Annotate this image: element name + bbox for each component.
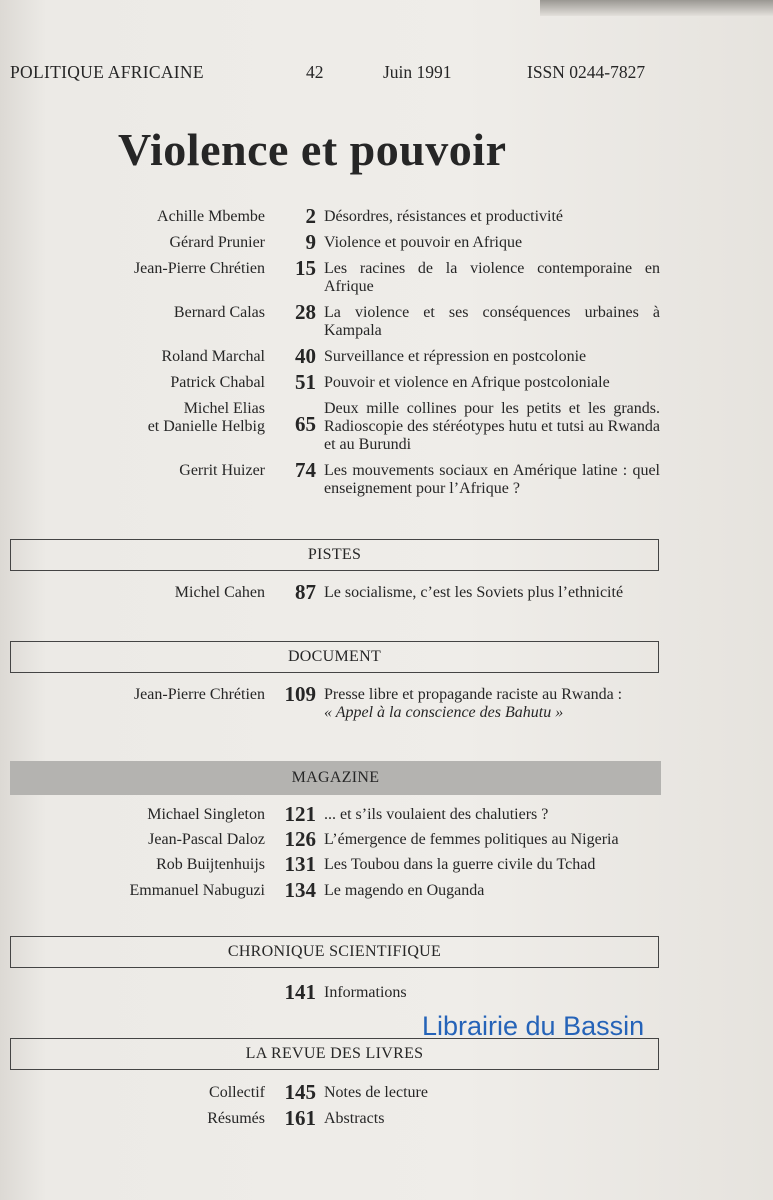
toc-page-number: 2 xyxy=(305,204,316,228)
toc-author: Gérard Prunier xyxy=(169,234,265,251)
toc-author: Michael Singleton xyxy=(147,806,265,823)
toc-title: Les Toubou dans la guerre civile du Tchad xyxy=(324,856,596,873)
toc-author-line1: Michel Elias xyxy=(183,400,265,417)
toc-page-number: 161 xyxy=(284,1106,316,1130)
section-header-chronique: CHRONIQUE SCIENTIFIQUE xyxy=(10,936,659,968)
toc-page-number: 141 xyxy=(284,980,316,1004)
toc-title: Violence et pouvoir en Afrique xyxy=(324,234,523,251)
journal-header xyxy=(10,62,670,88)
toc-page-number: 15 xyxy=(295,256,316,280)
issue-title: Violence et pouvoir xyxy=(118,124,507,175)
toc-title xyxy=(324,686,622,722)
issue-date: Juin 1991 xyxy=(383,62,452,82)
toc-author: Roland Marchal xyxy=(161,348,265,365)
toc-author: Emmanuel Nabuguzi xyxy=(129,882,265,899)
toc-author-line2: et Danielle Helbig xyxy=(147,418,265,435)
toc-title: Deux mille collines pour les petits et les grands. Radioscopie des stéréotypes hutu et tutsi au Rwanda et au Burundi xyxy=(324,400,660,453)
toc-title: Désordres, résistances et productivité xyxy=(324,208,564,225)
toc-author: Résumés xyxy=(207,1110,265,1127)
toc-page-number: 134 xyxy=(284,878,316,902)
toc-page-number: 9 xyxy=(305,230,316,254)
toc-title: ... et s’ils voulaient des chalutiers ? xyxy=(324,806,549,823)
toc-page-number: 145 xyxy=(284,1080,316,1104)
toc-title: Informations xyxy=(324,984,407,1001)
toc-title: Abstracts xyxy=(324,1110,385,1127)
section-header-revue: LA REVUE DES LIVRES xyxy=(10,1038,659,1070)
toc-title: La violence et ses conséquences urbaines à Kampala xyxy=(324,304,660,339)
toc-title: Le socialisme, c’est les Soviets plus l’ethnicité xyxy=(324,584,624,601)
toc-title: Surveillance et répression en postcolonie xyxy=(324,348,587,365)
toc-page-number: 74 xyxy=(295,458,316,482)
toc-title: L’émergence de femmes politiques au Nigeria xyxy=(324,831,619,848)
toc-subtitle: « Appel à la conscience des Bahutu » xyxy=(324,704,564,721)
toc-page-number: 65 xyxy=(295,412,316,436)
toc-title-text: Presse libre et propagande raciste au Rwanda : xyxy=(324,686,623,703)
issn: ISSN 0244-7827 xyxy=(527,62,646,82)
toc-author: Rob Buijtenhuijs xyxy=(156,856,265,873)
toc-author: Jean-Pierre Chrétien xyxy=(133,260,265,277)
toc-page-number: 87 xyxy=(295,580,316,604)
toc-author: Michel Cahen xyxy=(174,584,265,601)
toc-page-number: 40 xyxy=(295,344,316,368)
toc-page-number: 131 xyxy=(284,852,316,876)
toc-author: Bernard Calas xyxy=(173,304,265,321)
toc-author: Jean-Pierre Chrétien xyxy=(133,686,265,703)
toc-page-number: 51 xyxy=(295,370,316,394)
toc-title: Pouvoir et violence en Afrique postcoloniale xyxy=(324,374,610,391)
page-edge-shadow xyxy=(540,0,773,16)
toc-author: Jean-Pascal Daloz xyxy=(148,831,265,848)
toc-page-number: 109 xyxy=(284,682,316,706)
toc-title: Le magendo en Ouganda xyxy=(324,882,485,899)
toc-author: Patrick Chabal xyxy=(170,374,265,391)
toc-title: Les racines de la violence contemporaine en Afrique xyxy=(324,260,660,295)
toc-page-number: 121 xyxy=(284,802,316,826)
toc-title: Notes de lecture xyxy=(324,1084,428,1101)
toc-author: Gerrit Huizer xyxy=(179,462,265,479)
toc-page-number: 28 xyxy=(295,300,316,324)
toc-title: Les mouvements sociaux en Amérique latine : quel enseignement pour l’Afrique ? xyxy=(324,462,660,497)
section-header-document: DOCUMENT xyxy=(10,641,659,673)
toc-page-number: 126 xyxy=(284,827,316,851)
section-header-magazine: MAGAZINE xyxy=(10,761,661,795)
toc-author: Collectif xyxy=(209,1084,265,1101)
section-header-pistes: PISTES xyxy=(10,539,659,571)
issue-number: 42 xyxy=(306,62,324,82)
bookseller-watermark: Librairie du Bassin xyxy=(422,1011,645,1041)
toc-author: Achille Mbembe xyxy=(157,208,265,225)
journal-name: POLITIQUE AFRICAINE xyxy=(10,62,204,82)
